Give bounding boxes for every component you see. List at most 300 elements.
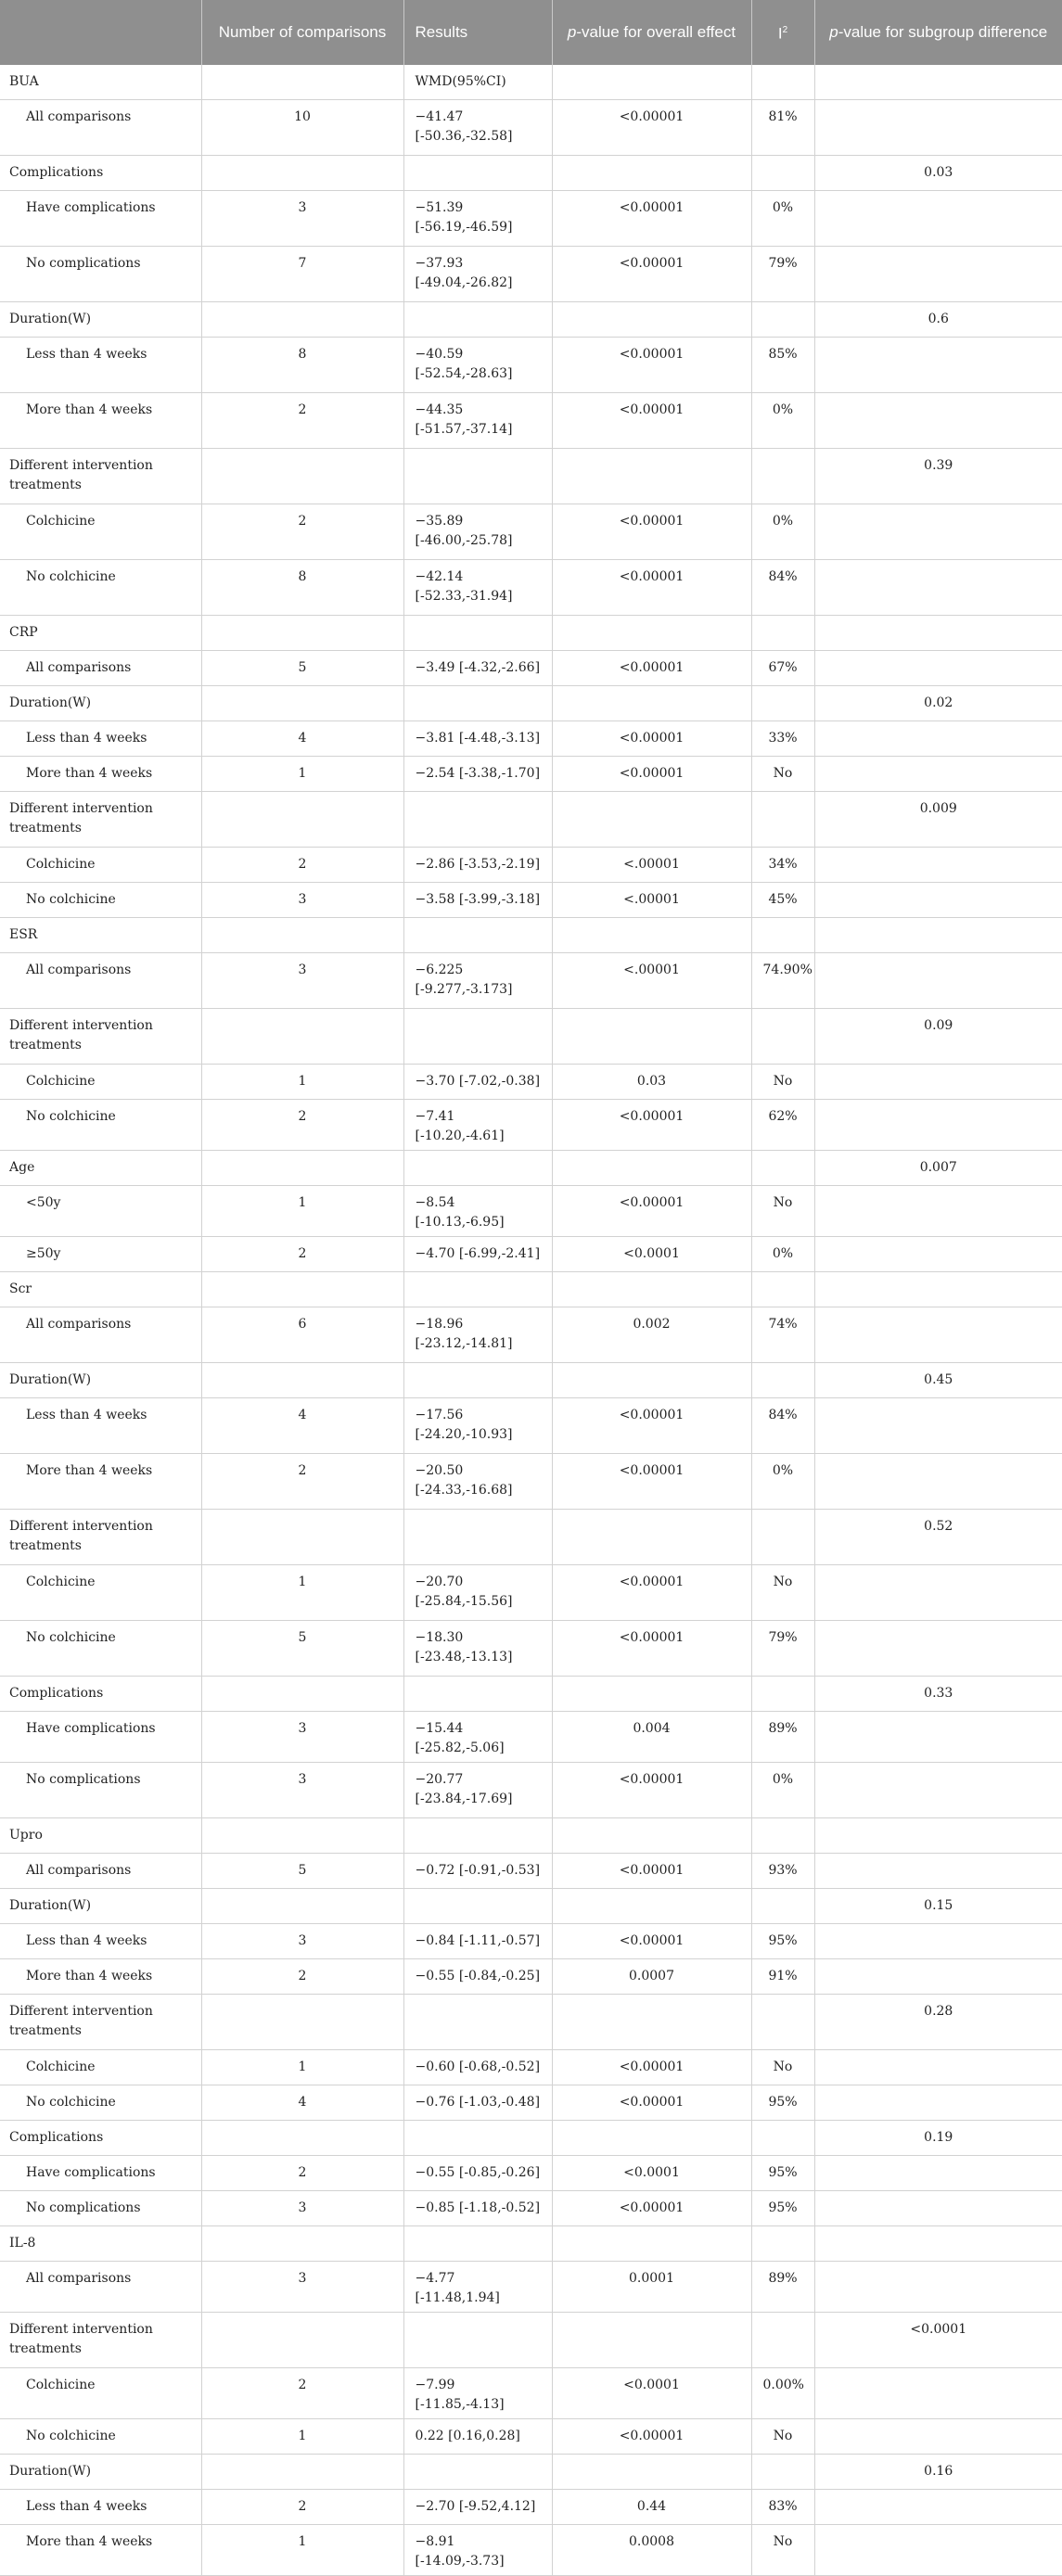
cell-p-value-subgroup — [814, 883, 1062, 918]
cell-p-value-subgroup — [814, 721, 1062, 757]
cell-results: −0.85 [-1.18,-0.52] — [403, 2191, 552, 2226]
cell-number-of-comparisons — [201, 1889, 403, 1924]
cell-label: Different intervention treatments — [0, 792, 201, 848]
cell-label: Less than 4 weeks — [0, 338, 201, 393]
cell-results: −42.14 [-52.33,-31.94] — [403, 560, 552, 616]
cell-p-value-subgroup — [814, 1854, 1062, 1889]
cell-results: 0.22 [0.16,0.28] — [403, 2419, 552, 2455]
cell-i-squared: 84% — [751, 560, 814, 616]
cell-label: Duration(W) — [0, 2455, 201, 2490]
cell-results: −20.70 [-25.84,-15.56] — [403, 1565, 552, 1621]
cell-p-value-subgroup — [814, 2262, 1062, 2313]
cell-p-value-overall: <0.00001 — [552, 560, 751, 616]
cell-label: Colchicine — [0, 848, 201, 883]
cell-p-value-overall: <0.00001 — [552, 338, 751, 393]
cell-results: −4.70 [-6.99,-2.41] — [403, 1237, 552, 1272]
table-row — [0, 1100, 1062, 1151]
cell-p-value-subgroup — [814, 1621, 1062, 1677]
table-row — [0, 1454, 1062, 1510]
cell-label: All comparisons — [0, 100, 201, 156]
table-row — [0, 338, 1062, 393]
cell-label: Different intervention treatments — [0, 449, 201, 504]
cell-number-of-comparisons — [201, 1363, 403, 1398]
cell-number-of-comparisons — [201, 1510, 403, 1565]
table-row — [0, 848, 1062, 883]
cell-i-squared — [751, 1151, 814, 1186]
table-row — [0, 1272, 1062, 1307]
cell-p-value-subgroup: 0.28 — [814, 1995, 1062, 2050]
cell-results: −40.59 [-52.54,-28.63] — [403, 338, 552, 393]
cell-p-value-subgroup — [814, 1924, 1062, 1959]
table-row — [0, 1065, 1062, 1100]
cell-label: Colchicine — [0, 2050, 201, 2085]
cell-p-value-subgroup — [814, 2419, 1062, 2455]
cell-results: −20.77 [-23.84,-17.69] — [403, 1763, 552, 1818]
cell-label: Duration(W) — [0, 302, 201, 338]
cell-i-squared: 89% — [751, 2262, 814, 2313]
cell-i-squared: 45% — [751, 883, 814, 918]
cell-label: No colchicine — [0, 2419, 201, 2455]
cell-number-of-comparisons: 1 — [201, 2050, 403, 2085]
cell-results: −2.70 [-9.52,4.12] — [403, 2490, 552, 2525]
cell-p-value-subgroup — [814, 1818, 1062, 1854]
cell-results: −7.41 [-10.20,-4.61] — [403, 1100, 552, 1151]
cell-results: −18.30 [-23.48,-13.13] — [403, 1621, 552, 1677]
cell-number-of-comparisons: 10 — [201, 100, 403, 156]
cell-p-value-overall — [552, 65, 751, 100]
cell-results — [403, 1995, 552, 2050]
cell-p-value-overall: 0.0007 — [552, 1959, 751, 1995]
cell-i-squared: 34% — [751, 848, 814, 883]
cell-p-value-overall — [552, 1995, 751, 2050]
header-p-italic: p — [567, 23, 577, 41]
header-p-overall-text: -value for overall effect — [576, 23, 736, 41]
cell-results — [403, 1151, 552, 1186]
cell-results: −0.76 [-1.03,-0.48] — [403, 2085, 552, 2121]
cell-i-squared — [751, 1677, 814, 1712]
cell-i-squared — [751, 2455, 814, 2490]
cell-number-of-comparisons — [201, 792, 403, 848]
cell-label: Upro — [0, 1818, 201, 1854]
cell-results: −0.55 [-0.84,-0.25] — [403, 1959, 552, 1995]
table-row — [0, 1363, 1062, 1398]
cell-results — [403, 1510, 552, 1565]
cell-number-of-comparisons: 1 — [201, 1186, 403, 1237]
cell-results — [403, 1272, 552, 1307]
cell-results: −18.96 [-23.12,-14.81] — [403, 1307, 552, 1363]
header-p-value-overall — [552, 0, 751, 65]
cell-label: Less than 4 weeks — [0, 1924, 201, 1959]
cell-p-value-overall: <0.00001 — [552, 1924, 751, 1959]
table-row — [0, 2156, 1062, 2191]
table-row — [0, 686, 1062, 721]
cell-number-of-comparisons — [201, 1995, 403, 2050]
cell-number-of-comparisons: 3 — [201, 1924, 403, 1959]
cell-number-of-comparisons: 6 — [201, 1307, 403, 1363]
cell-p-value-subgroup — [814, 1065, 1062, 1100]
cell-p-value-overall: <0.00001 — [552, 2419, 751, 2455]
cell-p-value-overall: <0.00001 — [552, 2191, 751, 2226]
header-row — [0, 0, 1062, 65]
cell-results: −35.89 [-46.00,-25.78] — [403, 504, 552, 560]
table-row — [0, 2226, 1062, 2262]
cell-results: −4.77 [-11.48,1.94] — [403, 2262, 552, 2313]
cell-results: −2.86 [-3.53,-2.19] — [403, 848, 552, 883]
table-row — [0, 918, 1062, 953]
cell-p-value-overall — [552, 1677, 751, 1712]
cell-label: Have complications — [0, 191, 201, 247]
cell-label: Colchicine — [0, 504, 201, 560]
cell-p-value-subgroup — [814, 2368, 1062, 2419]
cell-i-squared: 81% — [751, 100, 814, 156]
cell-i-squared — [751, 1510, 814, 1565]
cell-p-value-subgroup — [814, 1272, 1062, 1307]
cell-i-squared: 0% — [751, 191, 814, 247]
cell-i-squared: No — [751, 2050, 814, 2085]
cell-i-squared — [751, 156, 814, 191]
cell-p-value-overall: <0.00001 — [552, 651, 751, 686]
cell-results: −0.55 [-0.85,-0.26] — [403, 2156, 552, 2191]
table-row — [0, 1565, 1062, 1621]
cell-results: −2.54 [-3.38,-1.70] — [403, 757, 552, 792]
cell-label: Different intervention treatments — [0, 1510, 201, 1565]
table-row — [0, 156, 1062, 191]
table-header — [0, 0, 1062, 65]
cell-results: −3.70 [-7.02,-0.38] — [403, 1065, 552, 1100]
table-row — [0, 616, 1062, 651]
cell-i-squared — [751, 1009, 814, 1065]
cell-number-of-comparisons: 3 — [201, 1763, 403, 1818]
cell-results: −17.56 [-24.20,-10.93] — [403, 1398, 552, 1454]
cell-label: Colchicine — [0, 1065, 201, 1100]
cell-number-of-comparisons: 2 — [201, 393, 403, 449]
cell-results: −3.58 [-3.99,-3.18] — [403, 883, 552, 918]
cell-p-value-subgroup — [814, 2050, 1062, 2085]
cell-label: More than 4 weeks — [0, 1454, 201, 1510]
table-row — [0, 1959, 1062, 1995]
cell-i-squared: 79% — [751, 247, 814, 302]
table-row — [0, 2419, 1062, 2455]
cell-number-of-comparisons: 8 — [201, 560, 403, 616]
cell-number-of-comparisons: 8 — [201, 338, 403, 393]
table-row — [0, 393, 1062, 449]
table-row — [0, 1995, 1062, 2050]
cell-p-value-subgroup: 0.19 — [814, 2121, 1062, 2156]
cell-p-value-overall — [552, 2455, 751, 2490]
cell-number-of-comparisons: 2 — [201, 504, 403, 560]
cell-i-squared: No — [751, 1565, 814, 1621]
cell-label: No colchicine — [0, 883, 201, 918]
cell-i-squared — [751, 1889, 814, 1924]
cell-label: ≥50y — [0, 1237, 201, 1272]
cell-number-of-comparisons — [201, 918, 403, 953]
cell-p-value-subgroup — [814, 338, 1062, 393]
cell-i-squared: 62% — [751, 1100, 814, 1151]
cell-number-of-comparisons — [201, 1151, 403, 1186]
header-results: Results — [403, 0, 552, 65]
cell-label: Age — [0, 1151, 201, 1186]
table-body — [0, 65, 1062, 2576]
cell-i-squared: 67% — [751, 651, 814, 686]
cell-p-value-overall — [552, 686, 751, 721]
cell-number-of-comparisons: 1 — [201, 1565, 403, 1621]
cell-results — [403, 1677, 552, 1712]
cell-number-of-comparisons: 3 — [201, 1712, 403, 1763]
cell-number-of-comparisons: 7 — [201, 247, 403, 302]
cell-p-value-subgroup — [814, 651, 1062, 686]
cell-p-value-subgroup — [814, 953, 1062, 1009]
cell-number-of-comparisons — [201, 156, 403, 191]
table-row — [0, 2490, 1062, 2525]
cell-p-value-subgroup — [814, 1565, 1062, 1621]
cell-p-value-overall — [552, 2226, 751, 2262]
header-number-of-comparisons: Number of comparisons — [201, 0, 403, 65]
cell-results: −8.91 [-14.09,-3.73] — [403, 2525, 552, 2576]
cell-i-squared: 89% — [751, 1712, 814, 1763]
cell-p-value-subgroup: 0.03 — [814, 156, 1062, 191]
cell-i-squared: 91% — [751, 1959, 814, 1995]
cell-p-value-subgroup: 0.09 — [814, 1009, 1062, 1065]
cell-label: ESR — [0, 918, 201, 953]
cell-p-value-overall — [552, 1510, 751, 1565]
cell-p-value-overall: <0.00001 — [552, 757, 751, 792]
cell-results — [403, 2121, 552, 2156]
table-row — [0, 1763, 1062, 1818]
table-row — [0, 1712, 1062, 1763]
cell-results: −37.93 [-49.04,-26.82] — [403, 247, 552, 302]
cell-p-value-overall — [552, 1009, 751, 1065]
cell-label: All comparisons — [0, 651, 201, 686]
cell-i-squared: No — [751, 2525, 814, 2576]
cell-label: IL-8 — [0, 2226, 201, 2262]
cell-p-value-overall — [552, 2313, 751, 2368]
cell-p-value-overall — [552, 792, 751, 848]
table-row — [0, 2085, 1062, 2121]
table-row — [0, 191, 1062, 247]
cell-p-value-overall: <0.00001 — [552, 2050, 751, 2085]
cell-number-of-comparisons: 4 — [201, 721, 403, 757]
cell-p-value-overall: <0.00001 — [552, 1100, 751, 1151]
cell-results — [403, 1889, 552, 1924]
table-row — [0, 2262, 1062, 2313]
cell-i-squared: No — [751, 757, 814, 792]
table-row — [0, 883, 1062, 918]
header-p-value-subgroup — [814, 0, 1062, 65]
cell-number-of-comparisons — [201, 2313, 403, 2368]
cell-p-value-overall: <0.00001 — [552, 1621, 751, 1677]
cell-i-squared: 74% — [751, 1307, 814, 1363]
table-row — [0, 2368, 1062, 2419]
cell-p-value-subgroup: 0.15 — [814, 1889, 1062, 1924]
cell-results: −20.50 [-24.33,-16.68] — [403, 1454, 552, 1510]
cell-p-value-overall: <0.0001 — [552, 1237, 751, 1272]
header-p-subgroup-text: -value for subgroup difference — [838, 23, 1048, 41]
cell-p-value-overall: 0.44 — [552, 2490, 751, 2525]
table-row — [0, 2121, 1062, 2156]
cell-number-of-comparisons — [201, 449, 403, 504]
cell-results: −0.72 [-0.91,-0.53] — [403, 1854, 552, 1889]
cell-results: −44.35 [-51.57,-37.14] — [403, 393, 552, 449]
cell-p-value-overall: <0.00001 — [552, 1565, 751, 1621]
cell-number-of-comparisons — [201, 1272, 403, 1307]
cell-i-squared: 95% — [751, 2156, 814, 2191]
cell-number-of-comparisons: 2 — [201, 1100, 403, 1151]
cell-number-of-comparisons — [201, 302, 403, 338]
cell-p-value-subgroup — [814, 2085, 1062, 2121]
cell-p-value-overall — [552, 1272, 751, 1307]
cell-label: No complications — [0, 247, 201, 302]
cell-i-squared: 0% — [751, 1763, 814, 1818]
cell-p-value-overall: <0.00001 — [552, 393, 751, 449]
cell-number-of-comparisons: 2 — [201, 1237, 403, 1272]
cell-number-of-comparisons: 1 — [201, 2419, 403, 2455]
cell-p-value-overall: <.00001 — [552, 883, 751, 918]
cell-number-of-comparisons: 1 — [201, 757, 403, 792]
cell-label: No colchicine — [0, 560, 201, 616]
cell-results: −0.84 [-1.11,-0.57] — [403, 1924, 552, 1959]
cell-p-value-overall — [552, 918, 751, 953]
cell-results — [403, 2313, 552, 2368]
cell-number-of-comparisons — [201, 2226, 403, 2262]
cell-label: CRP — [0, 616, 201, 651]
cell-results: −41.47 [-50.36,-32.58] — [403, 100, 552, 156]
header-i-squared — [751, 0, 814, 65]
cell-results: WMD(95%CI) — [403, 65, 552, 100]
cell-p-value-subgroup — [814, 2490, 1062, 2525]
table-row — [0, 247, 1062, 302]
cell-p-value-overall: <0.00001 — [552, 2085, 751, 2121]
cell-results — [403, 1363, 552, 1398]
table-row — [0, 504, 1062, 560]
cell-number-of-comparisons — [201, 1677, 403, 1712]
cell-number-of-comparisons: 4 — [201, 1398, 403, 1454]
cell-p-value-overall: 0.004 — [552, 1712, 751, 1763]
cell-p-value-overall: 0.002 — [552, 1307, 751, 1363]
cell-label: Less than 4 weeks — [0, 1398, 201, 1454]
cell-p-value-overall: <0.00001 — [552, 1398, 751, 1454]
cell-i-squared — [751, 2121, 814, 2156]
cell-number-of-comparisons: 4 — [201, 2085, 403, 2121]
cell-results: −3.49 [-4.32,-2.66] — [403, 651, 552, 686]
table-row — [0, 302, 1062, 338]
cell-i-squared: 79% — [751, 1621, 814, 1677]
cell-results — [403, 1009, 552, 1065]
table-row — [0, 1818, 1062, 1854]
cell-label: More than 4 weeks — [0, 757, 201, 792]
table-row — [0, 1151, 1062, 1186]
cell-p-value-overall: <.00001 — [552, 953, 751, 1009]
cell-results: −15.44 [-25.82,-5.06] — [403, 1712, 552, 1763]
table-row — [0, 1924, 1062, 1959]
cell-p-value-subgroup: 0.009 — [814, 792, 1062, 848]
cell-p-value-subgroup — [814, 1398, 1062, 1454]
cell-label: Different intervention treatments — [0, 2313, 201, 2368]
cell-label: Have complications — [0, 1712, 201, 1763]
cell-label: BUA — [0, 65, 201, 100]
cell-p-value-subgroup: 0.02 — [814, 686, 1062, 721]
cell-p-value-overall — [552, 302, 751, 338]
cell-i-squared: 95% — [751, 2085, 814, 2121]
cell-p-value-subgroup — [814, 2191, 1062, 2226]
cell-p-value-overall: <0.00001 — [552, 1763, 751, 1818]
table-row — [0, 792, 1062, 848]
cell-i-squared: 95% — [751, 1924, 814, 1959]
cell-i-squared: No — [751, 2419, 814, 2455]
cell-number-of-comparisons: 2 — [201, 2156, 403, 2191]
cell-i-squared: 33% — [751, 721, 814, 757]
cell-i-squared — [751, 2313, 814, 2368]
cell-p-value-overall: <.00001 — [552, 848, 751, 883]
cell-p-value-overall — [552, 2121, 751, 2156]
table-row — [0, 560, 1062, 616]
cell-i-squared — [751, 1995, 814, 2050]
cell-number-of-comparisons: 2 — [201, 848, 403, 883]
cell-number-of-comparisons: 5 — [201, 1854, 403, 1889]
cell-results — [403, 616, 552, 651]
cell-results: −8.54 [-10.13,-6.95] — [403, 1186, 552, 1237]
cell-label: Less than 4 weeks — [0, 2490, 201, 2525]
cell-p-value-overall — [552, 1889, 751, 1924]
cell-p-value-overall — [552, 449, 751, 504]
cell-p-value-subgroup — [814, 191, 1062, 247]
cell-p-value-overall: <0.00001 — [552, 191, 751, 247]
cell-number-of-comparisons: 1 — [201, 1065, 403, 1100]
cell-number-of-comparisons: 5 — [201, 651, 403, 686]
cell-p-value-overall: 0.03 — [552, 1065, 751, 1100]
cell-i-squared: 84% — [751, 1398, 814, 1454]
cell-i-squared — [751, 616, 814, 651]
cell-label: No colchicine — [0, 1100, 201, 1151]
cell-p-value-subgroup — [814, 757, 1062, 792]
cell-number-of-comparisons — [201, 2121, 403, 2156]
cell-label: Scr — [0, 1272, 201, 1307]
table-row — [0, 1307, 1062, 1363]
cell-label: More than 4 weeks — [0, 393, 201, 449]
cell-p-value-subgroup — [814, 1712, 1062, 1763]
cell-number-of-comparisons: 3 — [201, 883, 403, 918]
cell-number-of-comparisons: 3 — [201, 953, 403, 1009]
table-row — [0, 1237, 1062, 1272]
cell-label: All comparisons — [0, 1854, 201, 1889]
cell-i-squared: No — [751, 1065, 814, 1100]
cell-number-of-comparisons: 2 — [201, 1959, 403, 1995]
cell-label: Duration(W) — [0, 1889, 201, 1924]
cell-p-value-subgroup — [814, 1959, 1062, 1995]
header-outcome — [0, 0, 201, 65]
cell-number-of-comparisons: 2 — [201, 2490, 403, 2525]
cell-p-value-overall: <0.00001 — [552, 721, 751, 757]
header-i-superscript: 2 — [782, 25, 788, 36]
cell-label: <50y — [0, 1186, 201, 1237]
cell-label: No complications — [0, 1763, 201, 1818]
cell-p-value-overall — [552, 616, 751, 651]
cell-i-squared — [751, 918, 814, 953]
cell-results — [403, 156, 552, 191]
cell-p-value-subgroup — [814, 1100, 1062, 1151]
cell-p-value-subgroup: 0.007 — [814, 1151, 1062, 1186]
table-row — [0, 1398, 1062, 1454]
cell-p-value-subgroup: 0.6 — [814, 302, 1062, 338]
table-row — [0, 757, 1062, 792]
cell-i-squared: 83% — [751, 2490, 814, 2525]
cell-i-squared: 0.00% — [751, 2368, 814, 2419]
table-row — [0, 1854, 1062, 1889]
cell-results — [403, 792, 552, 848]
cell-i-squared — [751, 792, 814, 848]
cell-label: No colchicine — [0, 2085, 201, 2121]
cell-p-value-overall: 0.0008 — [552, 2525, 751, 2576]
table-row — [0, 2455, 1062, 2490]
